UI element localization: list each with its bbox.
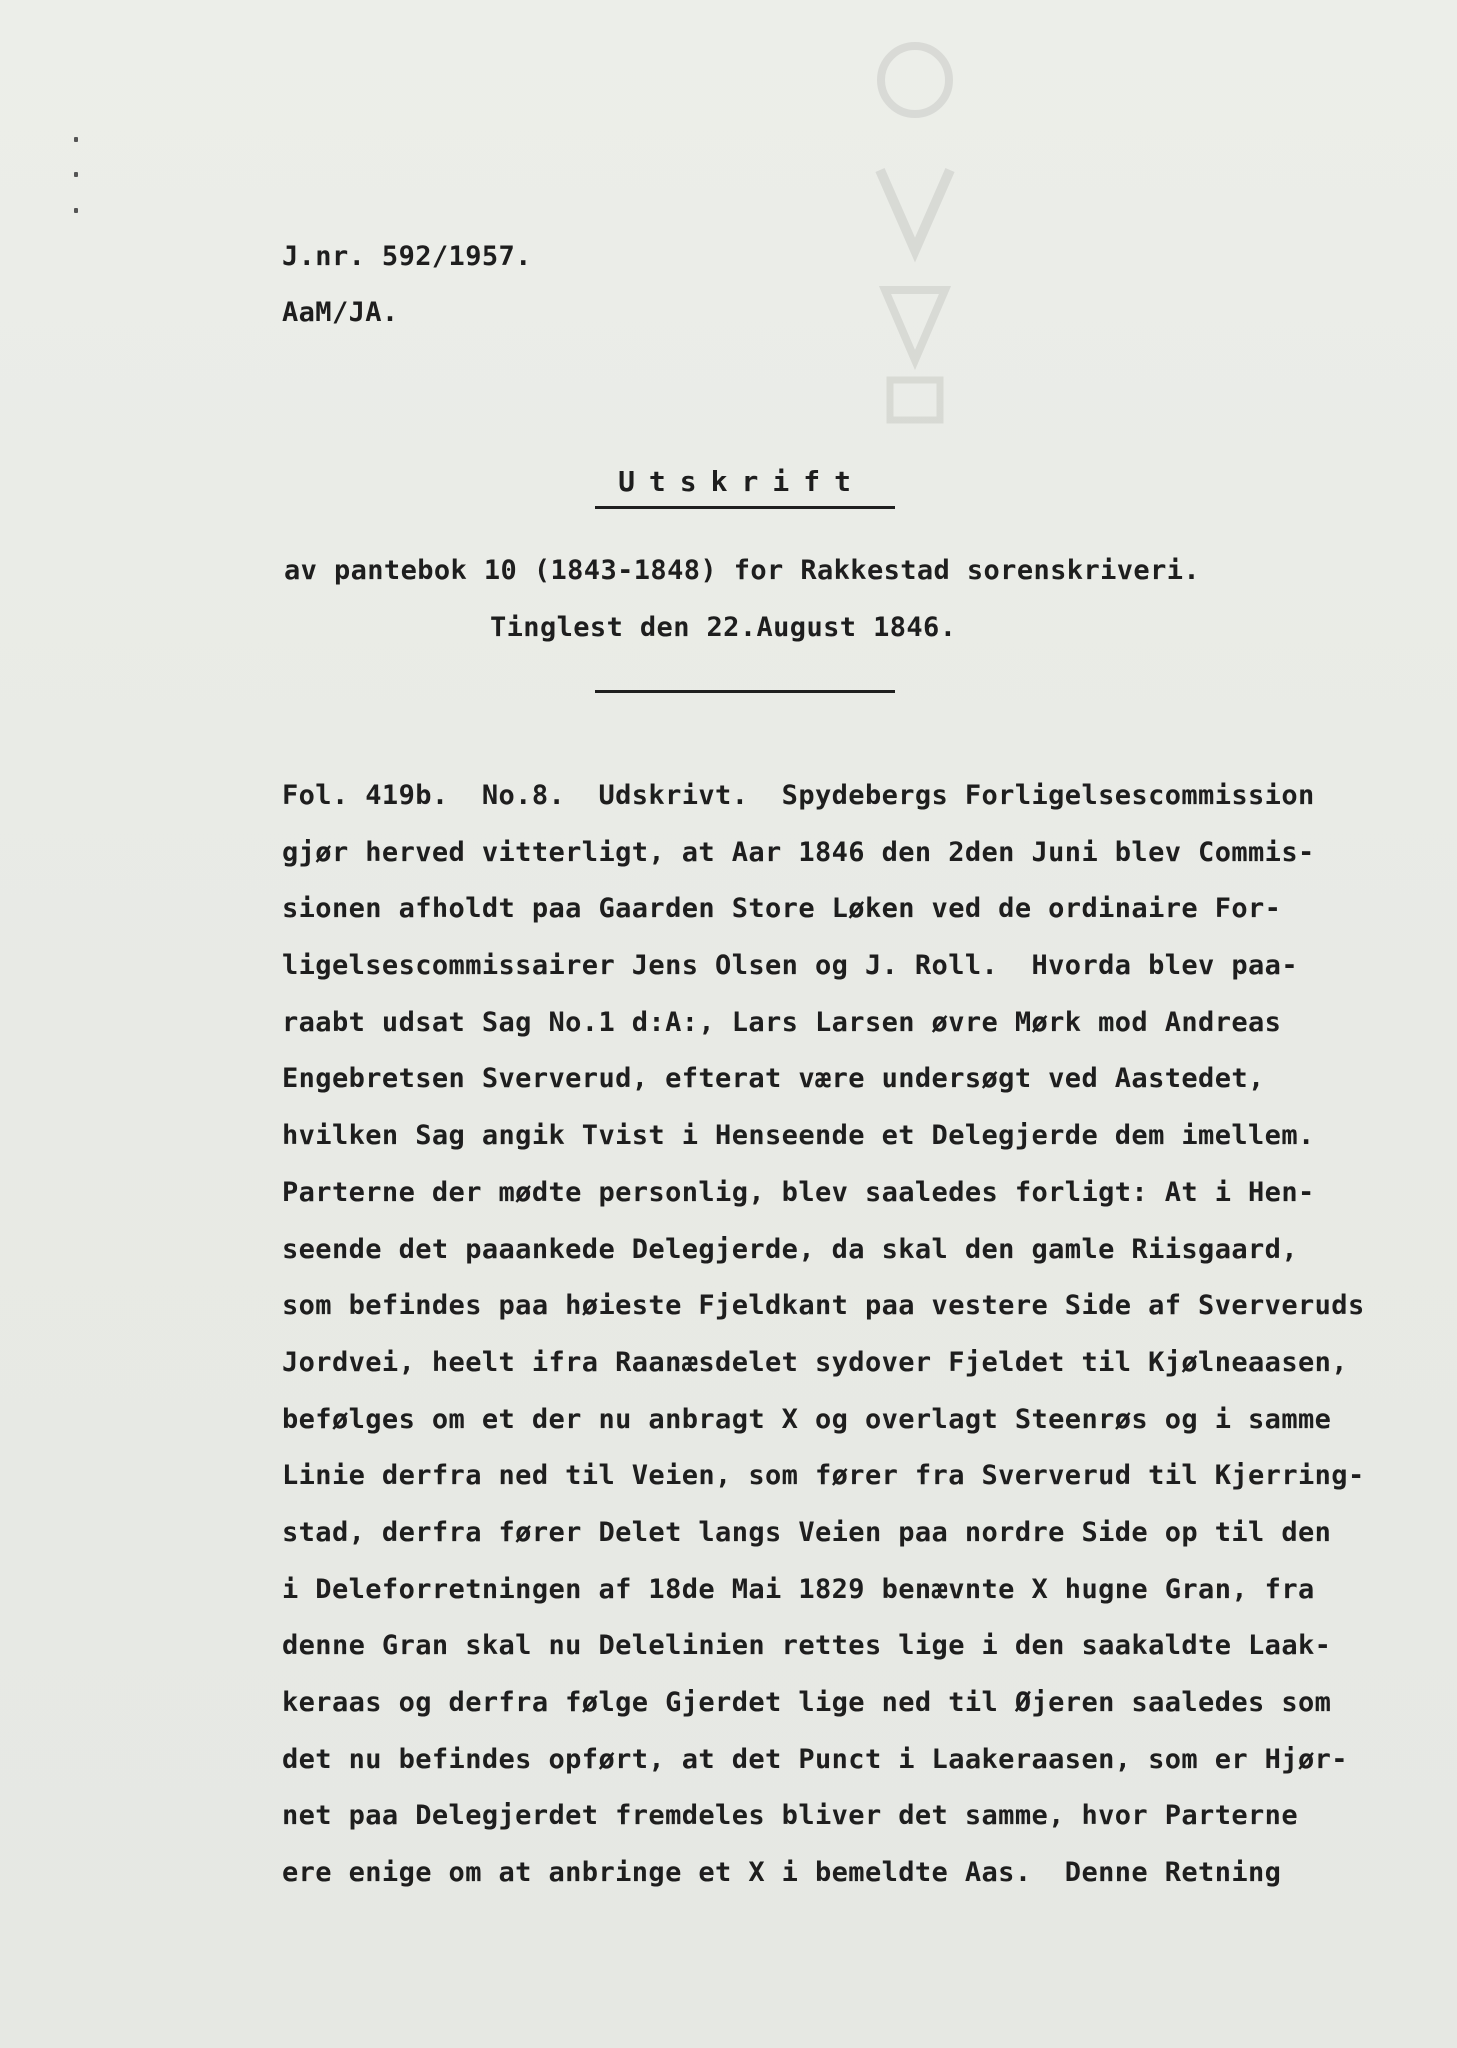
margin-mark xyxy=(74,208,78,213)
body-line: stad, derfra fører Delet langs Veien paa nordre Side op til den xyxy=(282,1516,1332,1548)
body-line: ere enige om at anbringe et X i bemeldte Aas. Denne Retning xyxy=(282,1857,1282,1889)
body-line: det nu befindes opført, at det Punct i Laakeraasen, som er Hjør- xyxy=(282,1743,1348,1775)
source-description: av pantebok 10 (1843-1848) for Rakkestad sorenskriveri. xyxy=(284,555,1201,586)
body-line: seende det paaankede Delegjerde, da skal den gamle Riisgaard, xyxy=(282,1233,1298,1265)
body-line: befølges om et der nu anbragt X og overlagt Steenrøs og i samme xyxy=(282,1403,1332,1435)
body-line: Linie derfra ned til Veien, som fører fra Sververud til Kjerring- xyxy=(282,1460,1365,1492)
body-line: gjør herved vitterligt, at Aar 1846 den 2den Juni blev Commis- xyxy=(282,836,1315,868)
body-line: Fol. 419b. No.8. Udskrivt. Spydebergs Forligelsescommission xyxy=(282,780,1315,811)
faint-stamp-watermark xyxy=(860,20,970,440)
margin-mark xyxy=(74,172,78,177)
body-line: denne Gran skal nu Delelinien rettes lige i den saakaldte Laak- xyxy=(282,1630,1332,1662)
body-line: som befindes paa høieste Fjeldkant paa vestere Side af Sververuds xyxy=(282,1290,1365,1322)
body-line: ligelsescommissairer Jens Olsen og J. Roll. Hvorda blev paa- xyxy=(282,950,1298,982)
body-line: hvilken Sag angik Tvist i Henseende et Delegjerde dem imellem. xyxy=(282,1120,1315,1152)
section-divider xyxy=(595,690,895,693)
body-line: Engebretsen Sververud, efterat være undersøgt ved Aastedet, xyxy=(282,1063,1265,1095)
title-underline xyxy=(595,506,895,509)
clerk-initials: AaM/JA. xyxy=(282,297,399,328)
margin-mark xyxy=(74,137,78,142)
body-line: i Deleforretningen af 18de Mai 1829 benævnte X hugne Gran, fra xyxy=(282,1573,1315,1605)
body-line: sionen afholdt paa Gaarden Store Løken ved de ordinaire For- xyxy=(282,893,1282,925)
body-line: raabt udsat Sag No.1 d:A:, Lars Larsen øvre Mørk mod Andreas xyxy=(282,1006,1282,1038)
journal-reference-number: J.nr. 592/1957. xyxy=(282,241,532,272)
body-line: keraas og derfra følge Gjerdet lige ned til Øjeren saaledes som xyxy=(282,1687,1332,1718)
body-line: Parterne der mødte personlig, blev saaledes forligt: At i Hen- xyxy=(282,1176,1315,1208)
body-line: net paa Delegjerdet fremdeles bliver det samme, hvor Parterne xyxy=(282,1800,1298,1832)
transcript-body xyxy=(282,782,1422,1916)
document-title: Utskrift xyxy=(618,465,865,498)
registration-date: Tinglest den 22.August 1846. xyxy=(490,612,957,643)
body-line: Jordvei, heelt ifra Raanæsdelet sydover Fjeldet til Kjølneaasen, xyxy=(282,1346,1348,1378)
